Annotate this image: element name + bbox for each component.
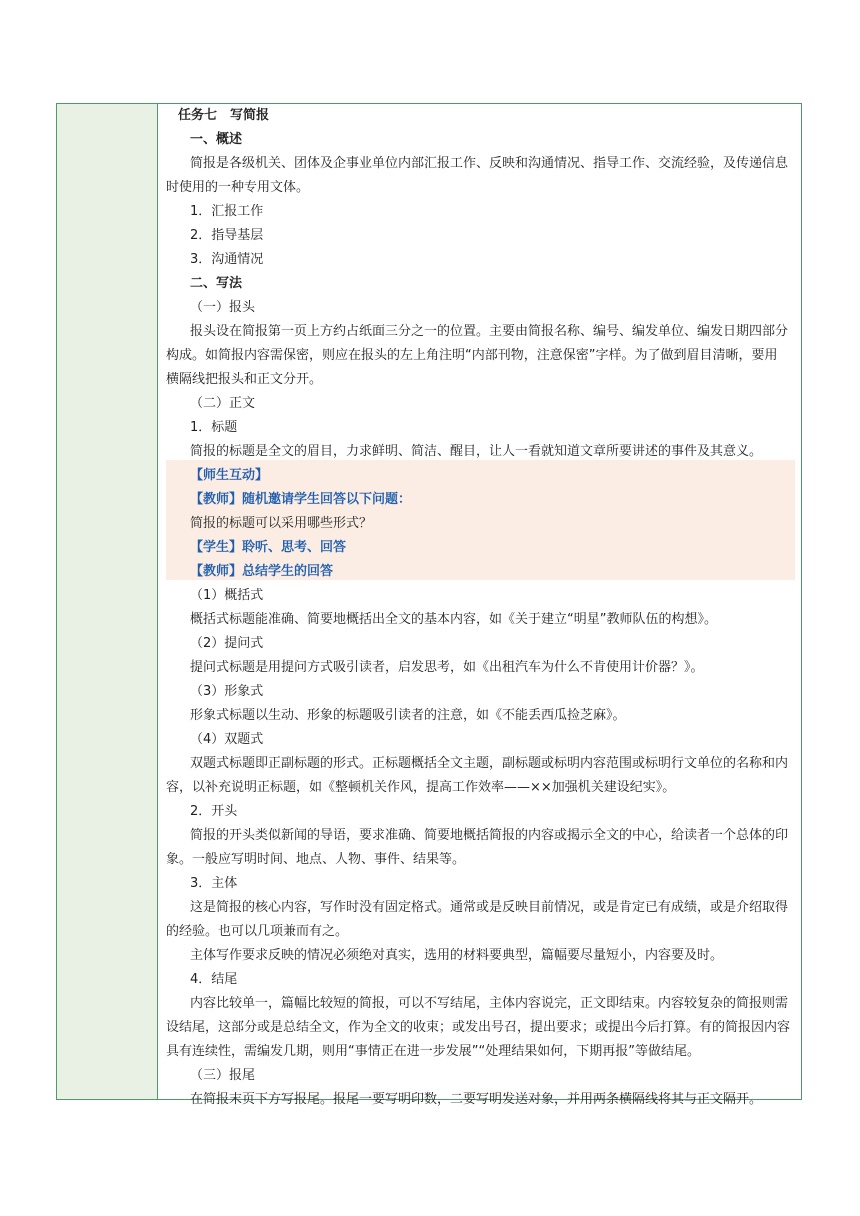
text-line: 【教师】随机邀请学生回答以下问题： <box>190 492 412 507</box>
text-line: 简报的开头类似新闻的导语，要求准确、简要地概括简报的内容或揭示全文的中心，给读者一个总体的印 <box>190 828 789 843</box>
text-line: （3）形象式 <box>190 684 264 699</box>
text-line: 简报是各级机关、团体及企事业单位内部汇报工作、反映和沟通情况、指导工作、交流经验，及传递信息 <box>190 156 789 171</box>
text-line: 横隔线把报头和正文分开。 <box>166 372 323 387</box>
text-line: 二、写法 <box>190 276 243 291</box>
text-line: 的经验。也可以几项兼而有之。 <box>166 924 349 939</box>
table-left-column <box>57 104 158 1099</box>
text-line: （一）报头 <box>190 300 256 315</box>
text-line: 概括式标题能准确、简要地概括出全文的基本内容，如《关于建立“明星”教师队伍的构想》。 <box>190 612 717 627</box>
text-line: （2）提问式 <box>190 636 264 651</box>
lesson-table <box>56 103 802 1107</box>
text-line: 具有连续性，需编发几期，则用“事情正在进一步发展”“处理结果如何，下期再报”等做结尾。 <box>166 1044 700 1059</box>
text-line: 象。一般应写明时间、地点、人物、事件、结果等。 <box>166 852 466 867</box>
text-line: （二）正文 <box>190 396 256 411</box>
text-line: 提问式标题是用提问方式吸引读者，启发思考，如《出租汽车为什么不肯使用计价器？》。 <box>190 660 704 675</box>
text-line: 一、概述 <box>190 132 243 147</box>
text-line: 4．结尾 <box>190 972 238 987</box>
text-line: 简报的标题可以采用哪些形式？ <box>190 516 373 531</box>
text-line: （三）报尾 <box>190 1068 256 1083</box>
text-line: 形象式标题以生动、形象的标题吸引读者的注意，如《不能丢西瓜捡芝麻》。 <box>190 708 626 723</box>
text-line: 时使用的一种专用文体。 <box>166 180 310 195</box>
text-line: 在简报末页下方写报尾。报尾一要写明印数，二要写明发送对象，并用两条横隔线将其与正文隔开。 <box>190 1092 763 1107</box>
text-line: 设结尾，这部分或是总结全文，作为全文的收束；或发出号召，提出要求；或提出今后打算。有的简报因内容 <box>166 1020 791 1035</box>
text-line: 2．指导基层 <box>190 228 264 243</box>
text-line: 主体写作要求反映的情况必须绝对真实，选用的材料要典型，篇幅要尽量短小，内容要及时。 <box>190 948 724 963</box>
text-line: （4）双题式 <box>190 732 264 747</box>
text-line: 这是简报的核心内容，写作时没有固定格式。通常或是反映目前情况，或是肯定已有成绩，或是介绍取得 <box>190 900 789 915</box>
text-line: 内容比较单一，篇幅比较短的简报，可以不写结尾，主体内容说完，正文即结束。内容较复杂的简报则需 <box>190 996 789 1011</box>
text-line: 1．汇报工作 <box>190 204 264 219</box>
text-line: 报头设在简报第一页上方约占纸面三分之一的位置。主要由简报名称、编号、编发单位、编发日期四部分 <box>190 324 789 339</box>
text-line: 【师生互动】 <box>190 468 269 483</box>
text-line: 双题式标题即正副标题的形式。正标题概括全文主题，副标题或标明内容范围或标明行文单位的名称和内 <box>190 756 789 771</box>
text-line: 【教师】总结学生的回答 <box>190 564 334 579</box>
text-line: 构成。如简报内容需保密，则应在报头的左上角注明“内部刊物，注意保密”字样。为了做到眉目清晰，要用 <box>166 348 778 363</box>
text-line: 容，以补充说明正标题，如《整顿机关作风，提高工作效率——××加强机关建设纪实》。 <box>166 780 676 795</box>
text-line: 3．主体 <box>190 876 238 891</box>
text-line: 3．沟通情况 <box>190 252 264 267</box>
text-line: （1）概括式 <box>190 588 264 603</box>
text-line: 【学生】聆听、思考、回答 <box>190 540 347 555</box>
text-line: 1．标题 <box>190 420 238 435</box>
text-line: 2．开头 <box>190 804 238 819</box>
text-line: 简报的标题是全文的眉目，力求鲜明、简洁、醒目，让人一看就知道文章所要讲述的事件及其意义。 <box>190 444 763 459</box>
page-title: 任务七 写简报 <box>178 108 270 123</box>
